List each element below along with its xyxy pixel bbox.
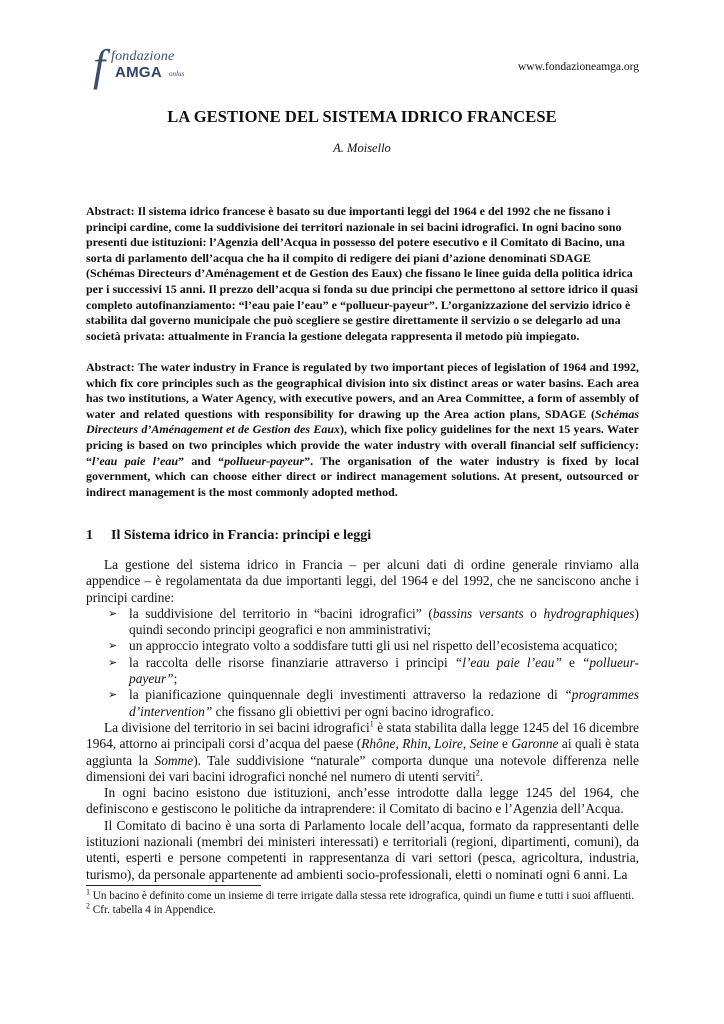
list-item-italic: “pollueur-payeur” xyxy=(129,654,639,687)
list-item xyxy=(86,655,639,688)
river-name: Rhône xyxy=(361,736,396,752)
footnotes xyxy=(86,887,639,917)
list-item-text: ) quindi secondo principi geografici e non amministrativi; xyxy=(129,605,639,638)
paragraph-text: è stata stabilita dalla legge 1245 del 16 dicembre 1964, attorno ai principali corsi d’acqua del paese ( xyxy=(86,719,639,752)
logo-f-glyph: f xyxy=(93,41,106,90)
paragraph: Il Comitato di bacino è una sorta di Parlamento locale dell’acqua, formato da rappresentanti delle istituzioni nazionali (membri dei ministeri interessati) e territoriali (regioni, dipartimenti, comuni), da utenti, esperti e persone competenti in rappresentanza di vari settori (pesca, agricoltura, industria, turismo), da personale appartenente ad ambienti socio-professionali, eletti o nominati ogni 6 anni. La xyxy=(86,817,639,882)
section-heading xyxy=(86,528,371,544)
section-number: 1 xyxy=(86,528,93,543)
arrow-bullet-icon: ➢ xyxy=(108,607,118,620)
list-item-text: o xyxy=(523,605,544,621)
river-name: Seine xyxy=(469,736,499,752)
author-name: A. Moisello xyxy=(333,141,391,155)
footnote-text: Cfr. tabella 4 in Appendice. xyxy=(90,903,216,916)
river-name: Somme xyxy=(154,752,194,768)
list-item xyxy=(86,638,639,654)
footnote-divider xyxy=(86,885,261,886)
logo-onlus-text: onlus xyxy=(169,70,185,78)
logo-fondazione-text: fondazione xyxy=(111,49,175,64)
abstract-en-italic: pollueur-payeur xyxy=(224,453,305,468)
abstract-en-italic: l’eau paie l’eau xyxy=(92,453,179,468)
list-item-text: un approccio integrato volto a soddisfare tutti gli usi nel rispetto dell’ecosistema acquatico; xyxy=(129,638,618,654)
abstract-en-text: ), which fixe policy guidelines for the next 15 years. Water pricing is based on two principles which provide the water industry with overall financial self sufficiency: “ xyxy=(86,422,639,468)
logo-amga-text: AMGA xyxy=(115,64,163,81)
footnote-ref[interactable]: 1 xyxy=(369,719,374,729)
footnote-number: 1 xyxy=(86,887,90,897)
list-item-text: ; xyxy=(173,671,178,687)
arrow-bullet-icon: ➢ xyxy=(108,689,118,702)
website-url: www.fondazioneamga.org xyxy=(517,61,639,73)
paragraph-text: ai quali è stata aggiunta la xyxy=(86,736,640,768)
list-item-text: e xyxy=(561,654,582,670)
document-title: LA GESTIONE DEL SISTEMA IDRICO FRANCESE xyxy=(167,107,557,126)
footnote-number: 2 xyxy=(86,900,90,910)
abstract-italian: Abstract: Il sistema idrico francese è basato su due importanti leggi del 1964 e del 1992 che ne fissano i principi cardine, come la suddivisione dei territori nazionale in sei bacini idrografici. In ogni bacino sono presenti due istituzioni: l’Agenzia dell’Acqua in possesso del potere esecutivo e il Comitato di Bacino, una sorta di parlamento dell’acqua che ha il compito di redigere dei piani d’azione denominati SDAGE (Schémas Directeurs d’Aménagement et de Gestion des Eaux) che fissano le linee guida della politica idrica per i successivi 15 anni. Il prezzo dell’acqua si fonda su due principi che permettono al settore idrico il quasi completo autofinanziamento: “l’eau paie l’eau” e “pollueur-payeur”. L’organizzazione del servizio idrico è stabilita dal governo municipale che può scegliere se gestire direttamente il servizio o se delegarlo ad una società privata: attualmente in Francia la gestione delegata rappresenta il metodo più impiegato. xyxy=(86,204,639,343)
paragraph-text: , xyxy=(395,736,403,752)
list-item-text: la raccolta delle risorse finanziarie attraverso i principi xyxy=(129,654,455,670)
paragraph-text: e xyxy=(498,736,512,752)
arrow-bullet-icon: ➢ xyxy=(108,640,118,653)
footnote-ref[interactable]: 2 xyxy=(475,768,480,778)
abstract-en-text: ” and “ xyxy=(178,453,225,468)
footnote-text: Un bacino è definito come un insieme di terre irrigate dalla stessa rete idrografica, quindi un fiume e tutti i suoi affluenti. xyxy=(90,890,635,902)
list-item xyxy=(86,687,639,720)
list-item-text: la pianificazione quinquennale degli investimenti attraverso la redazione di xyxy=(129,687,565,703)
river-name: Garonne xyxy=(511,736,559,752)
paragraph: La gestione del sistema idrico in Francia – per alcuni dati di ordine generale rinviamo alla appendice – è regolamentata da due importanti leggi, del 1964 e del 1992, che ne sanciscono anche i principi cardine: xyxy=(86,557,639,605)
list-item-text: che fissano gli obiettivi per ogni bacino idrografico. xyxy=(212,703,494,719)
river-name: Rhin xyxy=(402,736,428,752)
arrow-bullet-icon: ➢ xyxy=(108,656,118,669)
paragraph-text: La divisione del territorio in sei bacini idrografici xyxy=(104,719,370,735)
abstract-en-text: Abstract: The water industry in France is regulated by two important pieces of legislation of 1964 and 1992, which fix core principles such as the geographical division into six distinct areas or water basins. Each area has two institutions, a Water Agency, with executive powers, and an Area Committee, a form of assembly of water and related questions with responsibility for drawing up the Area action plans, SDAGE ( xyxy=(86,360,639,421)
list-item-italic: bassins versants xyxy=(432,605,524,621)
abstract-en-italic: Schémas Directeurs d’Aménagement et de Gestion des Eaux xyxy=(86,406,639,437)
paragraph-text: ). Tale suddivisione “naturale” comporta dunque una notevole differenza nelle dimensioni dei vari bacini idrografici nonché nel numero di utenti serviti xyxy=(86,752,640,784)
paragraph-text: , xyxy=(462,736,470,752)
footnote xyxy=(86,900,639,918)
footnote xyxy=(86,887,639,904)
list-item-italic: “l’eau paie l’eau” xyxy=(454,654,562,670)
paragraph xyxy=(86,720,639,785)
abstract-en-text: ”. The organisation of the water industry is fixed by local government, which can choose either direct or indirect management solutions. At present, outsourced or indirect management is the most commonly adopted method. xyxy=(86,453,639,499)
section-body xyxy=(86,557,639,883)
river-name: Loire xyxy=(434,736,463,752)
abstract-english xyxy=(86,360,639,500)
list-item xyxy=(86,606,639,639)
paragraph: In ogni bacino esistono due istituzioni, anch’esse introdotte dalla legge 1245 del 1964, che definiscono e gestiscono le politiche da intraprendere: il Comitato di bacino e l’Agenzia dell’Acqua. xyxy=(86,785,639,817)
section-title: Il Sistema idrico in Francia: principi e leggi xyxy=(111,528,372,543)
paragraph-text: , xyxy=(427,736,435,752)
list-item-italic: “programmes d’intervention” xyxy=(129,687,639,719)
fondazione-amga-logo xyxy=(93,41,203,90)
list-item-italic: hydrographiques xyxy=(543,605,635,621)
paragraph-text: . xyxy=(479,768,484,784)
list-item-text: la suddivisione del territorio in “bacini idrografici” ( xyxy=(129,605,433,621)
principles-list xyxy=(86,606,639,720)
